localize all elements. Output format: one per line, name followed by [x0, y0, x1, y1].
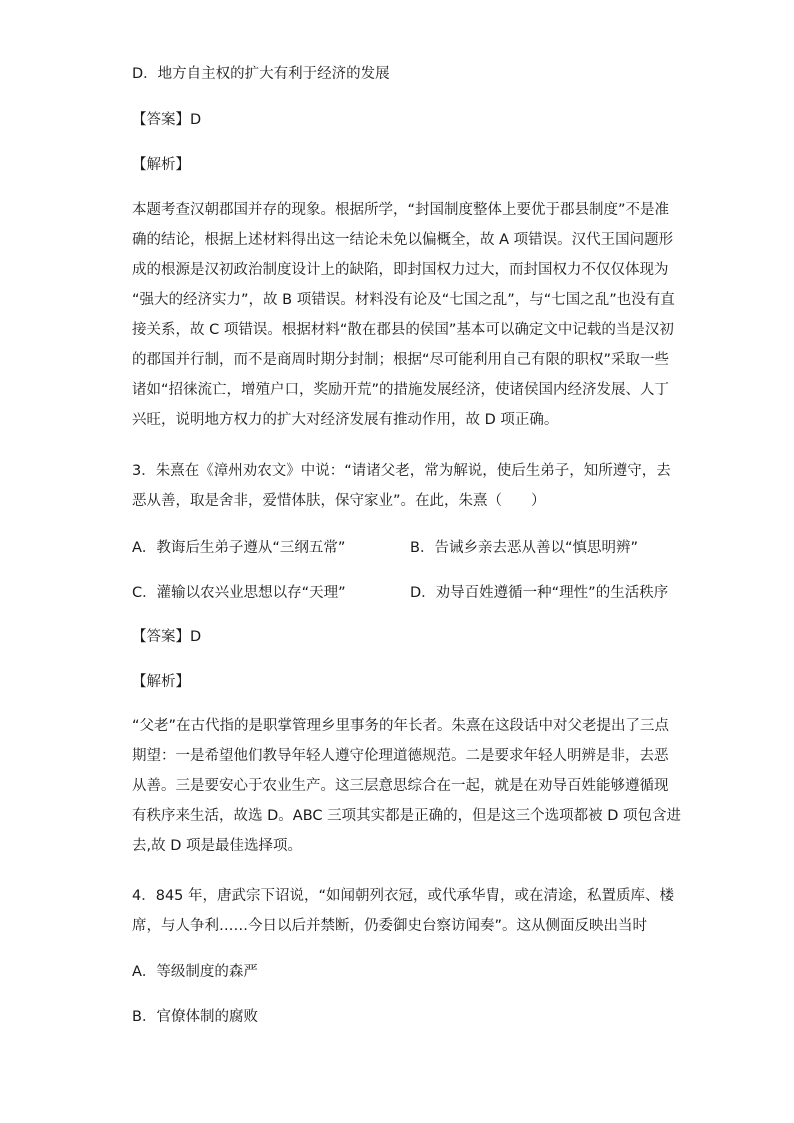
q4-stem-line: 席，与人争利……今日以后并禁断，仍委御史台察访闻奏”。这从侧面反映出当时: [132, 918, 648, 934]
prev-analysis-line: 接关系，故 C 项错误。根据材料“散在郡县的侯国”基本可以确定文中记载的当是汉初: [132, 322, 674, 338]
q3-analysis-line: 有秩序来生活，故选 D。ABC 三项其实都是正确的，但是这三个选项都被 D 项包含进: [132, 808, 682, 824]
prev-analysis-line: 确的结论，根据上述材料得出这一结论未免以偏概全，故 A 项错误。汉代王国问题形: [132, 232, 674, 248]
prev-analysis-line: 兴旺，说明地方权力的扩大对经济发展有推动作用，故 D 项正确。: [132, 412, 559, 428]
prev-analysis-line: “强大的经济实力”，故 B 项错误。材料没有论及“七国之乱”，与“七国之乱”也没有直: [132, 292, 675, 308]
q3-option-a: A．教诲后生弟子遵从“三纲五常”: [132, 540, 346, 556]
q4-option-a: A．等级制度的森严: [132, 964, 258, 980]
q4-stem-line: 4．845 年，唐武宗下诏说，“如闻朝列衣冠，或代承华胄，或在清途，私置质库、楼: [132, 888, 675, 904]
prev-analysis-line: 本题考查汉朝郡国并存的现象。根据所学，“封国制度整体上要优于郡县制度”不是准: [132, 202, 670, 218]
q3-option-c: C．灌输以农兴业思想以存“天理”: [132, 585, 346, 601]
prev-analysis-heading: 【解析】: [132, 157, 190, 173]
prev-analysis-line: 诸如“招徕流亡，增殖户口，奖励开荒”的措施发展经济，使诸侯国内经济发展、人丁: [132, 382, 670, 398]
q3-analysis-line: 去,故 D 项是最佳选择项。: [132, 838, 302, 854]
q3-option-b: B．告诫乡亲去恶从善以“慎思明辨”: [410, 540, 638, 556]
prev-answer: 【答案】D: [132, 112, 202, 128]
q3-stem-line: 恶从善，取是舍非，爱惜体肤，保守家业”。在此，朱熹（ ）: [132, 493, 546, 509]
q4-option-b: B．官僚体制的腐败: [132, 1009, 258, 1025]
prev-option-d: D．地方自主权的扩大有利于经济的发展: [132, 66, 390, 82]
q3-analysis-line: 期望：一是希望他们教导年轻人遵守伦理道德规范。二是要求年轻人明辨是非，去恶: [132, 748, 669, 764]
q3-stem-line: 3．朱熹在《漳州劝农文》中说：“请诸父老，常为解说，使后生弟子，知所遵守，去: [132, 463, 671, 479]
q3-option-d: D．劝导百姓遵循一种“理性”的生活秩序: [410, 585, 669, 601]
q3-answer: 【答案】D: [132, 629, 202, 645]
prev-analysis-line: 的郡国并行制，而不是商周时期分封制；根据“尽可能利用自己有限的职权”采取一些: [132, 352, 670, 368]
prev-analysis-line: 成的根源是汉初政治制度设计上的缺陷，即封国权力过大，而封国权力不仅仅体现为: [132, 262, 669, 278]
q3-analysis-line: 从善。三是要安心于农业生产。这三层意思综合在一起，就是在劝导百姓能够遵循现: [132, 778, 669, 794]
q3-analysis-heading: 【解析】: [132, 674, 190, 690]
q3-analysis-line: “父老”在古代指的是职掌管理乡里事务的年长者。朱熹在这段话中对父老提出了三点: [132, 718, 670, 734]
